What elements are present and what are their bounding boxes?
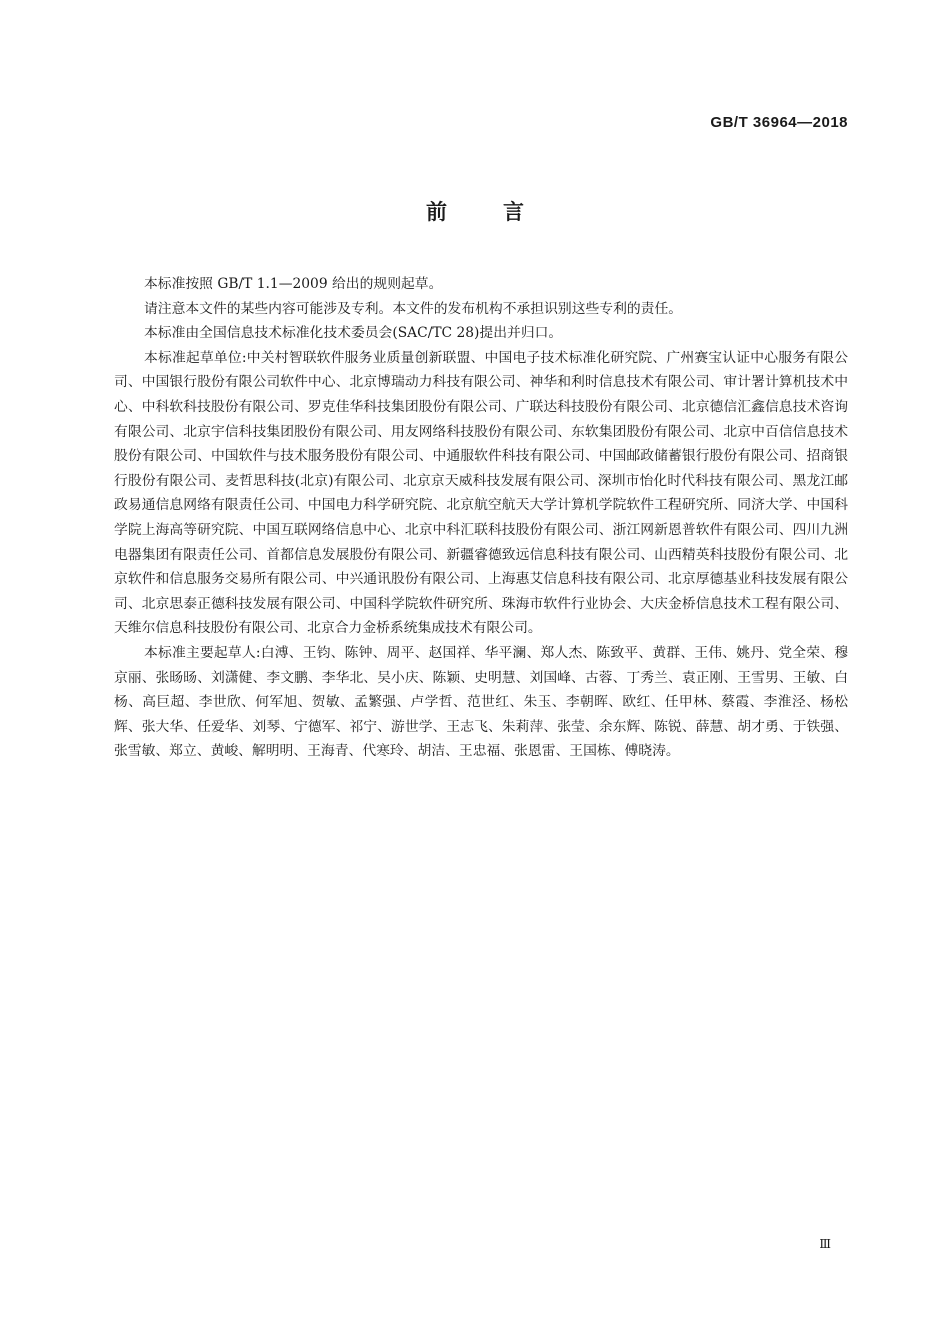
paragraph-drafting-rules: 本标准按照 GB/T 1.1—2009 给出的规则起草。 bbox=[144, 276, 443, 292]
page-title: 前言 bbox=[426, 200, 580, 224]
page-number: Ⅲ bbox=[819, 1237, 831, 1251]
standard-code: GB/T 36964—2018 bbox=[710, 114, 848, 131]
paragraph-patent-notice: 请注意本文件的某些内容可能涉及专利。本文件的发布机构不承担识别这些专利的责任。 bbox=[144, 300, 683, 317]
paragraph-proposer: 本标准由全国信息技术标准化技术委员会(SAC/TC 28)提出并归口。 bbox=[144, 325, 563, 342]
paragraph-drafting-units: 本标准起草单位:中关村智联软件服务业质量创新联盟、中国电子技术标准化研究院、广州赛宝认证中心服务有限公司、中国银行股份有限公司软件中心、北京博瑞动力科技有限公司、神华和利时信息技术有限公司、审计署计算机技术中心、中科软科技股份有限公司、罗克佳华科技集团股份有限公司、广联达科技股份有限公司、北京德信汇鑫信息技术咨询有限公司、北京宇信科技集团股份有限公司、用友网络科技股份有限公司、东软集团股份有限公司、北京中百信信息技术股份有限公司、中国软件与技术服务股份有限公司、中通服软件科技有限公司、中国邮政储蓄银行股份有限公司、招商银行股份有限公司、麦哲思科技(北京)有限公司、北京京天威科技发展有限公司、深圳市怡化时代科技有限公司、黑龙江邮政易通信息网络有限责任公司、中国电力科学研究院、北京航空航天大学计算机学院软件工程研究所、同济大学、中国科学院上海高等研究院、中国互联网络信息中心、北京中科汇联科技股份有限公司、浙江网新恩普软件有限公司、四川九洲电器集团有限责任公司、首都信息发展股份有限公司、新疆睿德致远信息科技有限公司、山西精英科技股份有限公司、北京软件和信息服务交易所有限公司、中兴通讯股份有限公司、上海惠艾信息科技有限公司、北京厚德基业科技发展有限公司、北京思泰正德科技发展有限公司、中国科学院软件研究所、珠海市软件行业协会、大庆金桥信息技术工程有限公司、天维尔信息科技股份有限公司、北京合力金桥系统集成技术有限公司。 bbox=[114, 349, 848, 637]
foreword-body bbox=[114, 272, 848, 764]
paragraph-drafters: 本标准主要起草人:白溥、王钧、陈钟、周平、赵国祥、华平澜、郑人杰、陈致平、黄群、王伟、姚丹、党全荣、穆京丽、张旸旸、刘潇健、李文鹏、李华北、吴小庆、陈颖、史明慧、刘国峰、古蓉、丁秀兰、袁正刚、王雪男、王敏、白杨、高巨超、李世欣、何军旭、贺敏、孟繁强、卢学哲、范世红、朱玉、李朝晖、欧红、任甲林、蔡霞、李淮泾、杨松辉、张大华、任爱华、刘琴、宁德军、祁宁、游世学、王志飞、朱莉萍、张莹、余东辉、陈锐、薛慧、胡才勇、于铁强、张雪敏、郑立、黄峻、解明明、王海青、代寒玲、胡洁、王忠福、张恩雷、王国栋、傅晓涛。 bbox=[114, 644, 848, 760]
